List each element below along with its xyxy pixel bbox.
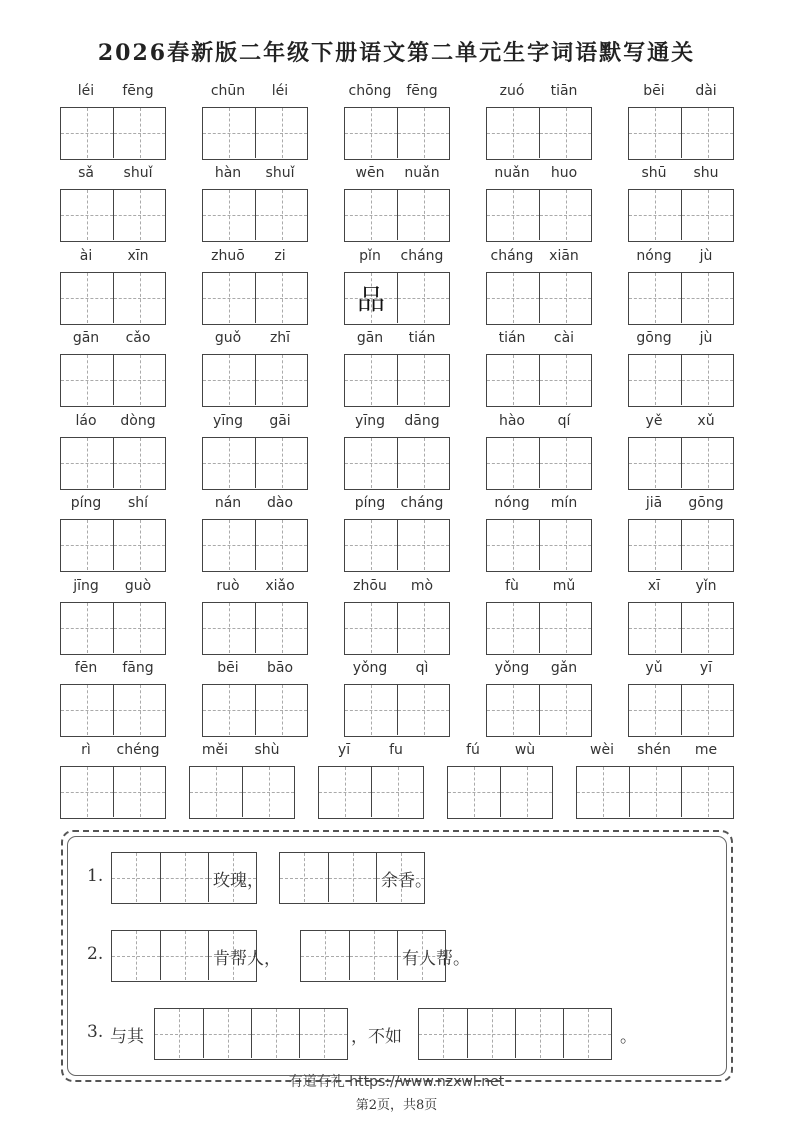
tianzige-cell[interactable]: [255, 355, 307, 405]
tianzige-cell[interactable]: [629, 108, 681, 158]
pinyin-syllable: zhī: [269, 330, 291, 346]
tianzige-cell[interactable]: [203, 520, 255, 570]
tianzige-cell[interactable]: [113, 438, 165, 488]
pinyin-syllable: nán: [214, 495, 242, 511]
pinyin-syllable: yǒng: [494, 660, 530, 676]
tianzige-cell[interactable]: [203, 190, 255, 240]
tianzige-boxes: [628, 602, 734, 655]
tianzige-boxes: [486, 602, 592, 655]
pinyin-syllable: gōng: [688, 495, 724, 511]
tianzige-cell[interactable]: [255, 685, 307, 735]
tianzige-boxes: [202, 107, 308, 160]
tianzige-cell[interactable]: [61, 190, 113, 240]
tianzige-boxes: [486, 519, 592, 572]
pinyin-syllable: xǔ: [697, 413, 715, 429]
pinyin-syllable: měi: [201, 742, 229, 758]
tianzige-cell[interactable]: [371, 767, 423, 817]
pinyin-syllable: zi: [274, 248, 286, 264]
pinyin-syllable: mǔ: [552, 578, 576, 594]
question-end-text: 余香。: [381, 871, 432, 891]
tianzige-boxes: [60, 437, 166, 490]
tianzige-cell[interactable]: [629, 438, 681, 488]
tianzige-boxes: [344, 189, 450, 242]
tianzige-boxes: [60, 602, 166, 655]
answer-cell[interactable]: [160, 853, 208, 902]
pinyin-syllable: shí: [127, 495, 149, 511]
tianzige-cell[interactable]: [113, 108, 165, 158]
tianzige-boxes: [318, 766, 424, 819]
pinyin-syllable: cài: [553, 330, 575, 346]
answer-cell[interactable]: [301, 931, 349, 980]
pinyin-syllable: gāi: [269, 413, 291, 429]
tianzige-boxes: [344, 602, 450, 655]
pinyin-syllable: dài: [695, 83, 717, 99]
tianzige-cell[interactable]: [345, 603, 397, 653]
pinyin-syllable: tián: [498, 330, 526, 346]
pinyin-syllable: yīng: [213, 413, 243, 429]
tianzige-cell[interactable]: [61, 767, 113, 817]
pinyin-syllable: yǒng: [352, 660, 388, 676]
question-number: 2.: [87, 944, 104, 964]
pinyin-syllable: shù: [254, 742, 280, 758]
tianzige-boxes: [60, 189, 166, 242]
pinyin-syllable: me: [694, 742, 718, 758]
tianzige-boxes: [202, 189, 308, 242]
pinyin-syllable: xiǎo: [265, 578, 295, 594]
tianzige-cell[interactable]: [345, 438, 397, 488]
pinyin-syllable: zuó: [499, 83, 525, 99]
pinyin-syllable: nóng: [636, 248, 672, 264]
tianzige-boxes: [576, 766, 734, 819]
pinyin-syllable: ruò: [216, 578, 240, 594]
tianzige-cell[interactable]: [255, 273, 307, 323]
tianzige-boxes: [628, 684, 734, 737]
page-number: 第2页，共8页: [355, 1098, 438, 1113]
tianzige-cell[interactable]: [255, 438, 307, 488]
tianzige-cell[interactable]: [345, 520, 397, 570]
page-title: 2026春新版二年级下册语文第二单元生字词语默写通关: [97, 40, 696, 66]
pinyin-syllable: shén: [637, 742, 671, 758]
tianzige-cell[interactable]: [487, 685, 539, 735]
tianzige-cell[interactable]: [113, 273, 165, 323]
answer-cell[interactable]: [280, 853, 328, 902]
pinyin-syllable: gān: [356, 330, 384, 346]
tianzige-cell[interactable]: [500, 767, 552, 817]
filled-character: 品: [356, 283, 385, 316]
tianzige-cell[interactable]: [61, 603, 113, 653]
tianzige-cell[interactable]: [681, 603, 733, 653]
pinyin-syllable: bēi: [217, 660, 239, 676]
tianzige-cell[interactable]: [681, 108, 733, 158]
pinyin-syllable: fú: [466, 742, 480, 758]
pinyin-syllable: gān: [72, 330, 100, 346]
pinyin-syllable: guǒ: [214, 330, 242, 346]
tianzige-boxes: [628, 272, 734, 325]
tianzige-boxes: [202, 519, 308, 572]
answer-cell[interactable]: [563, 1009, 611, 1058]
pinyin-syllable: wēn: [355, 165, 385, 181]
pinyin-syllable: zhōu: [353, 578, 387, 594]
pinyin-syllable: qí: [557, 413, 571, 429]
tianzige-cell[interactable]: [345, 108, 397, 158]
pinyin-syllable: léi: [77, 83, 95, 99]
pinyin-syllable: dào: [266, 495, 294, 511]
tianzige-cell[interactable]: [681, 355, 733, 405]
tianzige-boxes: [344, 437, 450, 490]
tianzige-cell[interactable]: [397, 603, 449, 653]
tianzige-boxes: [628, 437, 734, 490]
answer-cell[interactable]: [112, 931, 160, 980]
tianzige-boxes: [486, 437, 592, 490]
question-number: 3.: [87, 1022, 104, 1042]
tianzige-boxes: [60, 519, 166, 572]
tianzige-cell[interactable]: [681, 190, 733, 240]
tianzige-boxes: [628, 354, 734, 407]
tianzige-cell[interactable]: [255, 108, 307, 158]
question-row: [63, 852, 723, 904]
pinyin-syllable: wèi: [590, 742, 614, 758]
tianzige-cell[interactable]: [203, 603, 255, 653]
tianzige-cell[interactable]: [487, 108, 539, 158]
question-middle-text: 肯帮人，: [213, 949, 281, 969]
pinyin-syllable: píng: [70, 495, 102, 511]
answer-boxes: [154, 1008, 348, 1060]
tianzige-cell[interactable]: [203, 355, 255, 405]
question-middle-text: ，不如: [351, 1027, 402, 1047]
tianzige-cell[interactable]: [539, 108, 591, 158]
tianzige-boxes: [344, 519, 450, 572]
pinyin-syllable: píng: [354, 495, 386, 511]
tianzige-boxes: [60, 684, 166, 737]
tianzige-cell[interactable]: [629, 685, 681, 735]
tianzige-cell[interactable]: [539, 190, 591, 240]
pinyin-syllable: shu: [693, 165, 719, 181]
tianzige-cell[interactable]: [113, 685, 165, 735]
pinyin-syllable: huo: [550, 165, 578, 181]
tianzige-boxes: [344, 272, 450, 325]
answer-boxes: [418, 1008, 612, 1060]
tianzige-cell[interactable]: [487, 273, 539, 323]
question-end-text: 。: [620, 1027, 637, 1047]
tianzige-cell[interactable]: [448, 767, 500, 817]
pinyin-syllable: yī: [699, 660, 713, 676]
pinyin-syllable: guò: [124, 578, 152, 594]
pinyin-syllable: jīng: [73, 578, 99, 594]
pinyin-syllable: fēn: [74, 660, 98, 676]
question-number: 1.: [87, 866, 104, 886]
pinyin-syllable: yǐn: [695, 578, 717, 594]
pinyin-syllable: yǔ: [645, 660, 663, 676]
tianzige-cell[interactable]: [487, 520, 539, 570]
tianzige-cell[interactable]: [61, 520, 113, 570]
pinyin-syllable: fēng: [122, 83, 154, 99]
tianzige-cell[interactable]: [487, 603, 539, 653]
tianzige-cell[interactable]: [190, 767, 242, 817]
pinyin-syllable: hàn: [214, 165, 242, 181]
pinyin-syllable: yīng: [355, 413, 385, 429]
tianzige-cell[interactable]: [255, 603, 307, 653]
tianzige-cell[interactable]: [345, 273, 397, 323]
tianzige-cell[interactable]: [577, 767, 629, 817]
tianzige-cell[interactable]: [61, 273, 113, 323]
tianzige-cell[interactable]: [487, 438, 539, 488]
pinyin-syllable: jù: [699, 248, 713, 264]
tianzige-cell[interactable]: [113, 355, 165, 405]
pinyin-syllable: léi: [271, 83, 289, 99]
tianzige-cell[interactable]: [539, 520, 591, 570]
pinyin-syllable: qì: [415, 660, 429, 676]
pinyin-syllable: fēng: [406, 83, 438, 99]
pinyin-syllable: chéng: [116, 742, 160, 758]
tianzige-boxes: [486, 684, 592, 737]
tianzige-cell[interactable]: [61, 438, 113, 488]
pinyin-syllable: dāng: [404, 413, 440, 429]
pinyin-syllable: nuǎn: [404, 165, 440, 181]
tianzige-boxes: [628, 107, 734, 160]
tianzige-boxes: [344, 684, 450, 737]
answer-cell[interactable]: [467, 1009, 515, 1058]
tianzige-cell[interactable]: [61, 108, 113, 158]
pinyin-syllable: gōng: [636, 330, 672, 346]
tianzige-cell[interactable]: [397, 355, 449, 405]
answer-cell[interactable]: [203, 1009, 251, 1058]
tianzige-boxes: [486, 107, 592, 160]
answer-cell[interactable]: [419, 1009, 467, 1058]
tianzige-cell[interactable]: [629, 273, 681, 323]
tianzige-boxes: [486, 189, 592, 242]
tianzige-cell[interactable]: [397, 190, 449, 240]
question-row: [63, 1008, 723, 1060]
tianzige-cell[interactable]: [681, 685, 733, 735]
pinyin-syllable: tiān: [550, 83, 578, 99]
tianzige-cell[interactable]: [629, 190, 681, 240]
question-row: [63, 930, 723, 982]
tianzige-cell[interactable]: [681, 767, 733, 817]
question-prefix-text: 与其: [110, 1027, 144, 1047]
tianzige-cell[interactable]: [629, 520, 681, 570]
pinyin-syllable: bāo: [266, 660, 294, 676]
tianzige-cell[interactable]: [681, 438, 733, 488]
tianzige-boxes: [202, 354, 308, 407]
tianzige-boxes: [344, 107, 450, 160]
pinyin-syllable: shū: [641, 165, 667, 181]
pinyin-syllable: nuǎn: [494, 165, 530, 181]
tianzige-cell[interactable]: [203, 108, 255, 158]
pinyin-syllable: cháng: [490, 248, 534, 264]
tianzige-cell[interactable]: [681, 273, 733, 323]
tianzige-cell[interactable]: [345, 685, 397, 735]
pinyin-syllable: cháng: [400, 495, 444, 511]
fill-in-panel: [61, 830, 733, 1082]
pinyin-syllable: yī: [337, 742, 351, 758]
tianzige-cell[interactable]: [255, 520, 307, 570]
tianzige-boxes: [60, 272, 166, 325]
tianzige-boxes: [60, 354, 166, 407]
tianzige-cell[interactable]: [487, 190, 539, 240]
tianzige-cell[interactable]: [113, 767, 165, 817]
pinyin-syllable: nóng: [494, 495, 530, 511]
pinyin-syllable: fu: [389, 742, 403, 758]
pinyin-syllable: cháng: [400, 248, 444, 264]
pinyin-syllable: chūn: [210, 83, 246, 99]
pinyin-syllable: sǎ: [78, 165, 94, 181]
tianzige-boxes: [60, 766, 166, 819]
pinyin-syllable: shuǐ: [123, 165, 153, 181]
answer-cell[interactable]: [299, 1009, 347, 1058]
tianzige-boxes: [202, 684, 308, 737]
pinyin-syllable: dòng: [120, 413, 156, 429]
pinyin-syllable: xīn: [127, 248, 149, 264]
pinyin-syllable: xī: [647, 578, 661, 594]
footer-watermark-url: 有道有礼 https://www.nzxwl.net: [288, 1074, 505, 1090]
tianzige-boxes: [486, 272, 592, 325]
tianzige-cell[interactable]: [629, 603, 681, 653]
tianzige-cell[interactable]: [345, 190, 397, 240]
pinyin-syllable: gǎn: [550, 660, 578, 676]
pinyin-syllable: jù: [699, 330, 713, 346]
tianzige-cell[interactable]: [629, 355, 681, 405]
pinyin-syllable: wù: [514, 742, 536, 758]
tianzige-cell[interactable]: [345, 355, 397, 405]
tianzige-cell[interactable]: [113, 190, 165, 240]
tianzige-cell[interactable]: [539, 355, 591, 405]
tianzige-boxes: [486, 354, 592, 407]
tianzige-cell[interactable]: [113, 603, 165, 653]
tianzige-cell[interactable]: [397, 273, 449, 323]
tianzige-cell[interactable]: [397, 685, 449, 735]
pinyin-syllable: fāng: [122, 660, 154, 676]
tianzige-boxes: [628, 519, 734, 572]
pinyin-syllable: zhuō: [211, 248, 245, 264]
tianzige-boxes: [344, 354, 450, 407]
tianzige-cell[interactable]: [113, 520, 165, 570]
pinyin-syllable: rì: [81, 742, 91, 758]
question-end-text: 有人帮。: [402, 949, 470, 969]
tianzige-boxes: [202, 602, 308, 655]
pinyin-syllable: chōng: [348, 83, 392, 99]
answer-cell[interactable]: [160, 931, 208, 980]
pinyin-syllable: xiān: [549, 248, 579, 264]
tianzige-boxes: [60, 107, 166, 160]
pinyin-syllable: hào: [498, 413, 526, 429]
answer-cell[interactable]: [328, 853, 376, 902]
tianzige-cell[interactable]: [255, 190, 307, 240]
tianzige-cell[interactable]: [539, 438, 591, 488]
answer-cell[interactable]: [349, 931, 397, 980]
pinyin-syllable: pǐn: [359, 248, 381, 264]
answer-cell[interactable]: [112, 853, 160, 902]
pinyin-syllable: mò: [410, 578, 434, 594]
tianzige-cell[interactable]: [203, 438, 255, 488]
tianzige-boxes: [202, 272, 308, 325]
tianzige-cell[interactable]: [319, 767, 371, 817]
tianzige-boxes: [447, 766, 553, 819]
tianzige-cell[interactable]: [539, 685, 591, 735]
pinyin-syllable: tián: [408, 330, 436, 346]
tianzige-cell[interactable]: [61, 355, 113, 405]
tianzige-cell[interactable]: [397, 520, 449, 570]
tianzige-cell[interactable]: [61, 685, 113, 735]
pinyin-syllable: yě: [645, 413, 663, 429]
pinyin-syllable: mín: [550, 495, 578, 511]
tianzige-cell[interactable]: [487, 355, 539, 405]
tianzige-cell[interactable]: [397, 108, 449, 158]
tianzige-cell[interactable]: [681, 520, 733, 570]
pinyin-syllable: láo: [75, 413, 97, 429]
pinyin-syllable: fù: [505, 578, 519, 594]
tianzige-cell[interactable]: [203, 273, 255, 323]
pinyin-syllable: ài: [79, 248, 93, 264]
tianzige-cell[interactable]: [539, 603, 591, 653]
tianzige-cell[interactable]: [203, 685, 255, 735]
pinyin-syllable: jiā: [645, 495, 663, 511]
tianzige-boxes: [202, 437, 308, 490]
tianzige-boxes: [189, 766, 295, 819]
pinyin-syllable: bēi: [643, 83, 665, 99]
question-middle-text: 玫瑰，: [213, 871, 264, 891]
pinyin-syllable: cǎo: [125, 330, 151, 346]
answer-cell[interactable]: [515, 1009, 563, 1058]
answer-cell[interactable]: [251, 1009, 299, 1058]
tianzige-cell[interactable]: [629, 767, 681, 817]
answer-cell[interactable]: [155, 1009, 203, 1058]
pinyin-syllable: shuǐ: [265, 165, 295, 181]
tianzige-boxes: [628, 189, 734, 242]
tianzige-cell[interactable]: [242, 767, 294, 817]
tianzige-cell[interactable]: [539, 273, 591, 323]
tianzige-cell[interactable]: [397, 438, 449, 488]
